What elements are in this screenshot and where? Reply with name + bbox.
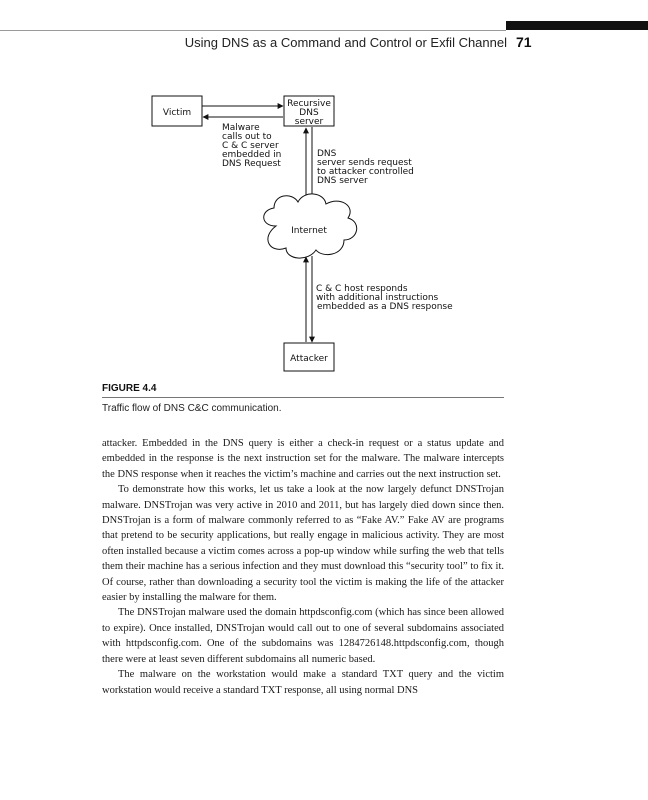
attacker-label: Attacker: [290, 354, 328, 364]
malware-annotation: [222, 123, 281, 169]
cc-host-annotation: [316, 284, 453, 312]
dns-line-4: DNS server: [317, 176, 368, 186]
header-black-bar: [506, 21, 648, 30]
internet-label: Internet: [291, 226, 327, 236]
recursive-label-1: Recursive: [287, 99, 331, 109]
recursive-label-2: DNS: [299, 108, 319, 118]
dns-line-1: DNS: [317, 149, 337, 159]
dns-line-2: server sends request: [317, 158, 412, 168]
attacker-node: [284, 343, 334, 371]
paragraph-4: The malware on the workstation would make a standard TXT query and the victim workstation would receive a standard TXT response, all using normal DNS: [102, 669, 504, 696]
body-text: [102, 436, 504, 698]
victim-node: [152, 96, 202, 126]
recursive-dns-node: [284, 96, 334, 127]
figure-label: FIGURE 4.4: [102, 383, 157, 394]
figure-rule: [102, 397, 504, 398]
malware-line-5: DNS Request: [222, 159, 281, 169]
malware-line-3: C & C server: [222, 141, 279, 151]
figure-caption: Traffic flow of DNS C&C communication.: [102, 403, 282, 414]
dns-line-3: to attacker controlled: [317, 167, 414, 177]
page-number: 71: [516, 34, 532, 50]
malware-line-1: Malware: [222, 123, 260, 133]
malware-line-4: embedded in: [222, 150, 282, 160]
recursive-label-3: server: [294, 117, 324, 127]
victim-label: Victim: [162, 108, 192, 118]
paragraph-3: The DNSTrojan malware used the domain httpdsconfig.com (which has since been allowed to expire). Once installed, DNSTrojan would call out to one of several subdomains associated with httpdsconfig.com. One of the subdomains was 1284726148.httpdsconfig.com, though there were at least seven different subdomains all numeric based.: [102, 607, 504, 665]
running-head: Using DNS as a Command and Control or Exfil Channel: [184, 35, 507, 50]
cc-line-2: with additional instructions: [316, 293, 439, 303]
paragraph-2: To demonstrate how this works, let us take a look at the now largely defunct DNSTrojan malware. DNSTrojan was very active in 2010 and 2011, but has largely died down since then. DNSTrojan is a form of malware commonly referred to as “Fake AV.” Fake AV are programs that pretend to be security applications, but really engage in malicious activity. They are most often installed because a victim comes across a pop-up window while surfing the web that tells them their machine has a serious infection and they must download this “security tool” to fix it. Of course, rather than downloading a security tool the victim is making the life of the attacker easier by installing the malware for them.: [102, 484, 504, 604]
header-rule: [0, 30, 506, 31]
figure-diagram: [140, 80, 510, 380]
malware-line-2: calls out to: [222, 132, 272, 142]
dns-server-annotation: [317, 149, 414, 186]
cc-line-3: embedded as a DNS response: [317, 302, 453, 312]
internet-cloud: [264, 194, 357, 258]
cc-line-1: C & C host responds: [316, 284, 408, 294]
paragraph-1: attacker. Embedded in the DNS query is either a check-in request or a status update and embedded in the response is the next instruction set for the malware. The malware intercepts the DNS response when it reaches the victim’s machine and carries out the next instruction set.: [102, 438, 504, 480]
